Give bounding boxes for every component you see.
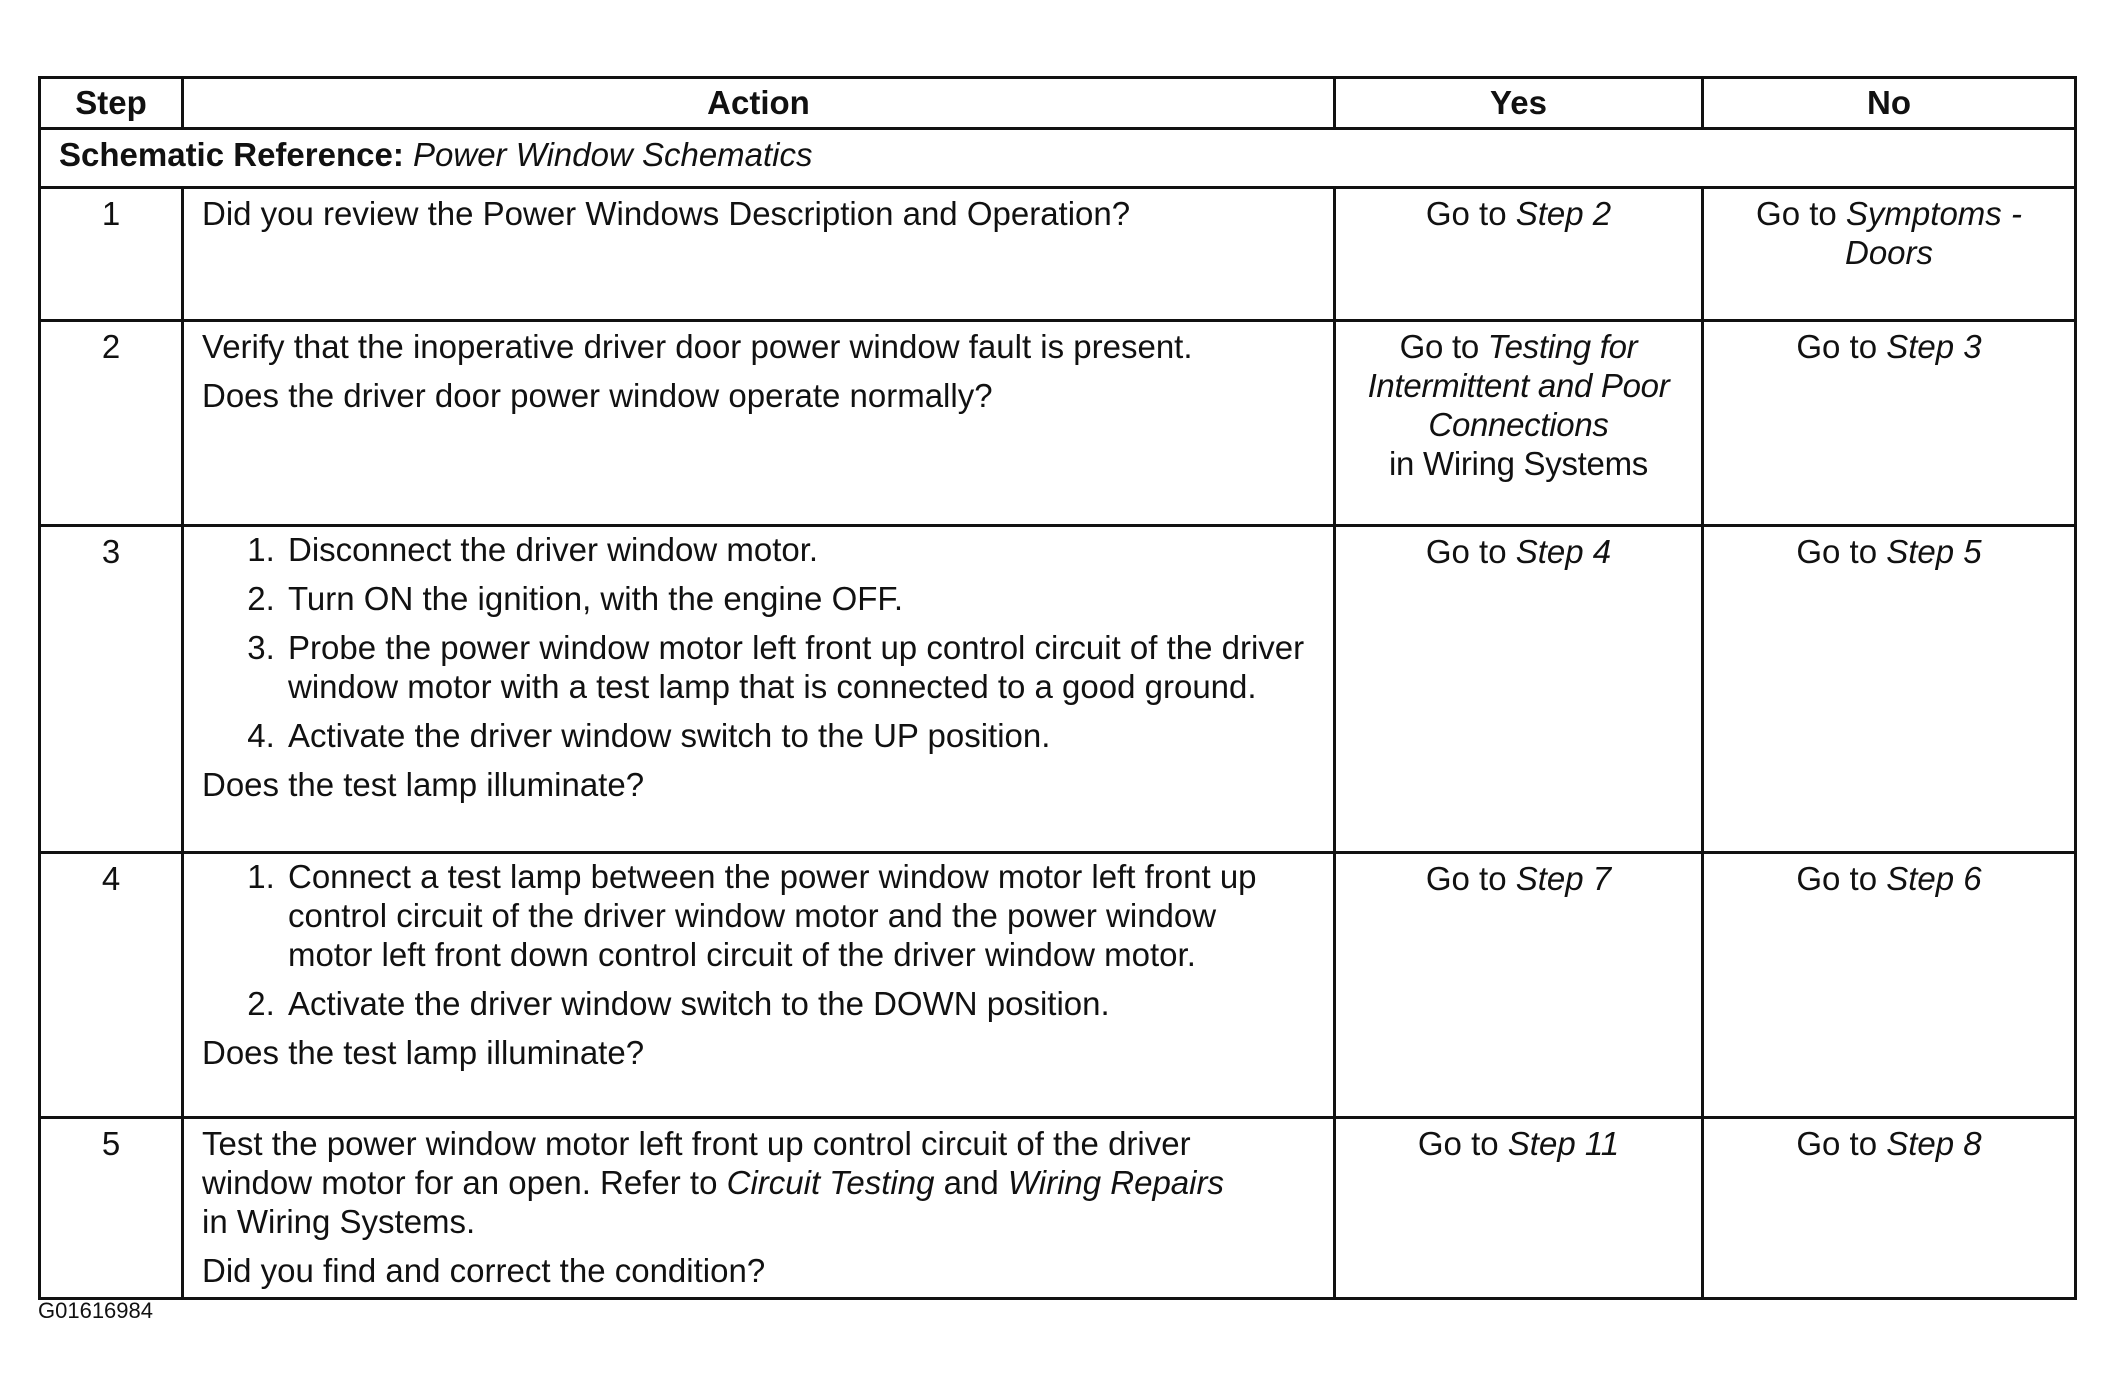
no-prefix: Go to	[1796, 860, 1887, 897]
no-prefix: Go to	[1796, 533, 1887, 570]
no-cell	[1703, 188, 2076, 321]
header-no: No	[1703, 78, 2076, 129]
circuit-testing-link[interactable]: Circuit Testing	[726, 1163, 935, 1201]
step-number: 3	[40, 526, 183, 853]
list-item: 2. Activate the driver window switch to the DOWN position.	[284, 985, 1275, 1024]
header-yes: Yes	[1335, 78, 1703, 129]
action-question: Did you find and correct the condition?	[202, 1251, 766, 1289]
action-cell	[183, 526, 1335, 853]
schematic-label: Schematic Reference:	[59, 136, 404, 173]
yes-link[interactable]: Step 11	[1507, 1125, 1620, 1162]
action-question: Does the driver door power window operate normally?	[202, 376, 993, 414]
procedure-list	[202, 858, 1315, 1024]
schematic-row	[40, 129, 2076, 188]
action-cell	[183, 1118, 1335, 1299]
header-step: Step	[40, 78, 183, 129]
action-text-tail: in Wiring Systems.	[202, 1202, 476, 1240]
action-text: Verify that the inoperative driver door power window fault is present.	[202, 328, 1193, 365]
action-text	[202, 1125, 1315, 1242]
schematic-link[interactable]: Power Window Schematics	[413, 136, 813, 173]
no-cell	[1703, 321, 2076, 526]
no-cell	[1703, 1118, 2076, 1299]
figure-id: G01616984	[38, 1298, 153, 1323]
yes-cell	[1335, 321, 1703, 526]
no-cell	[1703, 526, 2076, 853]
step-number: 1	[40, 188, 183, 321]
action-question: Does the test lamp illuminate?	[202, 1033, 645, 1071]
yes-prefix: Go to	[1399, 328, 1488, 365]
list-item: 4. Activate the driver window switch to the UP position.	[284, 717, 1315, 756]
yes-link[interactable]: Step 2	[1515, 195, 1612, 232]
action-text-and: and	[934, 1163, 1008, 1201]
action-cell	[183, 853, 1335, 1118]
action-question: Does the test lamp illuminate?	[202, 765, 645, 803]
no-link[interactable]: Step 5	[1886, 533, 1982, 570]
list-item: 1. Connect a test lamp between the power window motor left front up control circuit of the driver window motor and the power window motor left front down control circuit of the driver window motor.	[284, 858, 1275, 975]
no-prefix: Go to	[1796, 1125, 1887, 1162]
yes-prefix: Go to	[1425, 533, 1516, 570]
list-item: 3. Probe the power window motor left front up control circuit of the driver window motor with a test lamp that is connected to a good ground.	[284, 629, 1315, 707]
wiring-repairs-link[interactable]: Wiring Repairs	[1007, 1163, 1224, 1201]
yes-cell	[1335, 1118, 1703, 1299]
step-number: 2	[40, 321, 183, 526]
action-cell	[183, 321, 1335, 526]
header-action: Action	[183, 78, 1335, 129]
step-number: 4	[40, 853, 183, 1118]
table-row	[40, 526, 2076, 853]
yes-prefix: Go to	[1417, 1125, 1508, 1162]
step-number: 5	[40, 1118, 183, 1299]
yes-link[interactable]: Step 4	[1515, 533, 1612, 570]
no-link[interactable]: Step 6	[1886, 860, 1982, 897]
diagnostic-table	[38, 76, 2077, 1300]
yes-suffix: in Wiring Systems	[1389, 444, 1648, 482]
no-link[interactable]: Step 8	[1886, 1125, 1982, 1162]
table-row	[40, 853, 2076, 1118]
yes-prefix: Go to	[1425, 860, 1516, 897]
no-prefix: Go to	[1756, 195, 1846, 232]
list-item: 2. Turn ON the ignition, with the engine OFF.	[284, 580, 1315, 619]
schematic-reference	[40, 129, 2076, 188]
action-cell	[183, 188, 1335, 321]
procedure-list	[202, 531, 1315, 756]
no-prefix: Go to	[1796, 328, 1887, 365]
no-link[interactable]: Symptoms - Doors	[1844, 195, 2022, 271]
table-row	[40, 1118, 2076, 1299]
table-row	[40, 321, 2076, 526]
yes-link[interactable]: Step 7	[1515, 860, 1612, 897]
yes-cell	[1335, 853, 1703, 1118]
yes-cell	[1335, 188, 1703, 321]
yes-cell	[1335, 526, 1703, 853]
yes-link[interactable]: Testing for Intermittent and Poor Connections	[1367, 328, 1670, 443]
action-text-a: Test the power window motor left front up control circuit of the driver window motor for an open. Refer to	[202, 1125, 1191, 1201]
action-question: Did you review the Power Windows Description and Operation?	[202, 195, 1131, 232]
yes-prefix: Go to	[1425, 195, 1516, 232]
table-row	[40, 188, 2076, 321]
no-cell	[1703, 853, 2076, 1118]
header-row	[40, 78, 2076, 129]
no-link[interactable]: Step 3	[1886, 328, 1982, 365]
list-item: 1. Disconnect the driver window motor.	[284, 531, 1315, 570]
